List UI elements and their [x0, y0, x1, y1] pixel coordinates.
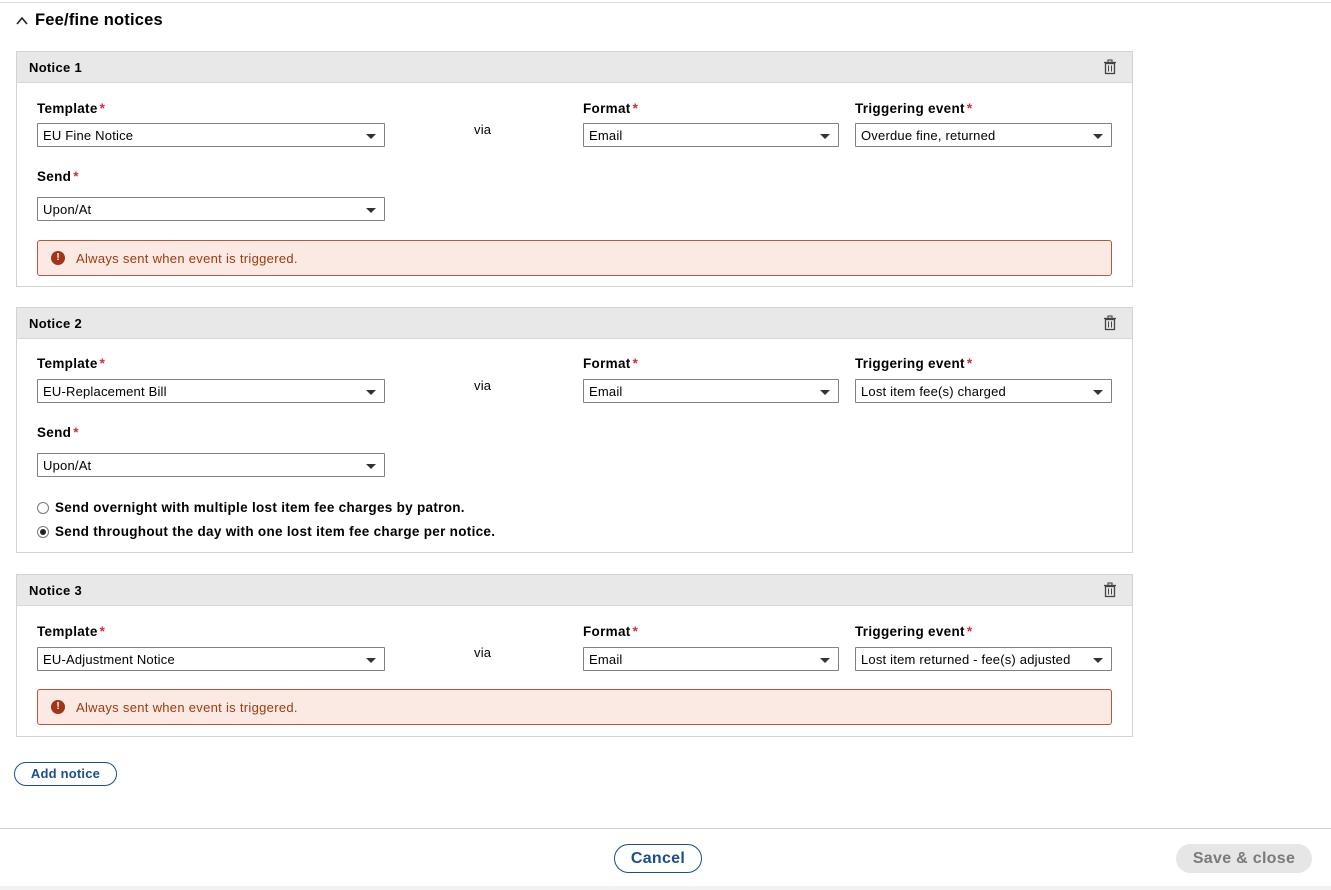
section-header[interactable] [15, 11, 163, 30]
caret-down-icon [820, 134, 830, 139]
footer-bar [0, 828, 1331, 886]
save-close-button[interactable]: Save & close [1176, 844, 1312, 873]
radio-send-overnight[interactable] [37, 500, 465, 515]
caret-down-icon [1093, 390, 1103, 395]
caret-down-icon [366, 464, 376, 469]
radio-label: Send throughout the day with one lost item fee charge per notice. [55, 524, 496, 539]
notice-card-1 [16, 51, 1133, 287]
format-label: Format * [583, 356, 639, 371]
template-label: Template * [37, 356, 106, 371]
format-select[interactable]: Email [583, 647, 839, 671]
send-select[interactable]: Upon/At [37, 453, 385, 477]
template-select[interactable]: EU Fine Notice [37, 123, 385, 147]
template-label: Template * [37, 624, 106, 639]
triggering-event-label: Triggering event * [855, 356, 973, 371]
template-label: Template * [37, 101, 106, 116]
section-title: Fee/fine notices [35, 11, 163, 29]
info-alert [37, 689, 1112, 725]
radio-button[interactable] [37, 502, 49, 514]
caret-down-icon [1093, 134, 1103, 139]
send-label: Send * [37, 169, 79, 184]
send-select[interactable]: Upon/At [37, 197, 385, 221]
caret-down-icon [366, 658, 376, 663]
info-alert [37, 240, 1112, 276]
triggering-event-label: Triggering event * [855, 624, 973, 639]
template-select[interactable]: EU-Adjustment Notice [37, 647, 385, 671]
format-select[interactable]: Email [583, 123, 839, 147]
notice-title: Notice 3 [29, 583, 82, 598]
via-text: via [474, 378, 492, 393]
trash-icon[interactable] [1102, 582, 1118, 598]
notice-title: Notice 1 [29, 60, 82, 75]
via-text: via [474, 122, 492, 137]
notice-card-3 [16, 574, 1133, 737]
bottom-edge-strip [0, 886, 1331, 890]
caret-down-icon [366, 390, 376, 395]
chevron-up-icon[interactable] [15, 14, 29, 28]
exclamation-icon: ! [51, 700, 65, 714]
add-notice-button[interactable]: Add notice [14, 762, 117, 786]
triggering-event-select[interactable]: Lost item fee(s) charged [855, 379, 1112, 403]
format-label: Format * [583, 101, 639, 116]
template-select[interactable]: EU-Replacement Bill [37, 379, 385, 403]
notice-header [17, 575, 1132, 606]
caret-down-icon [1093, 658, 1103, 663]
notice-header [17, 52, 1132, 83]
radio-send-throughout-day[interactable] [37, 524, 495, 539]
caret-down-icon [366, 208, 376, 213]
alert-text: Always sent when event is triggered. [76, 700, 298, 715]
triggering-event-select[interactable]: Overdue fine, returned [855, 123, 1112, 147]
caret-down-icon [820, 658, 830, 663]
notice-title: Notice 2 [29, 316, 82, 331]
caret-down-icon [366, 134, 376, 139]
send-label: Send * [37, 425, 79, 440]
radio-button[interactable] [37, 526, 49, 538]
alert-text: Always sent when event is triggered. [76, 251, 298, 266]
top-divider [0, 2, 1331, 3]
radio-label: Send overnight with multiple lost item fee charges by patron. [55, 500, 465, 515]
via-text: via [474, 645, 492, 660]
format-select[interactable]: Email [583, 379, 839, 403]
notice-card-2 [16, 307, 1133, 553]
triggering-event-select[interactable]: Lost item returned - fee(s) adjusted [855, 647, 1112, 671]
caret-down-icon [820, 390, 830, 395]
trash-icon[interactable] [1102, 59, 1118, 75]
triggering-event-label: Triggering event * [855, 101, 973, 116]
notice-header [17, 308, 1132, 339]
trash-icon[interactable] [1102, 315, 1118, 331]
cancel-button[interactable]: Cancel [614, 844, 702, 873]
exclamation-icon: ! [51, 251, 65, 265]
format-label: Format * [583, 624, 639, 639]
